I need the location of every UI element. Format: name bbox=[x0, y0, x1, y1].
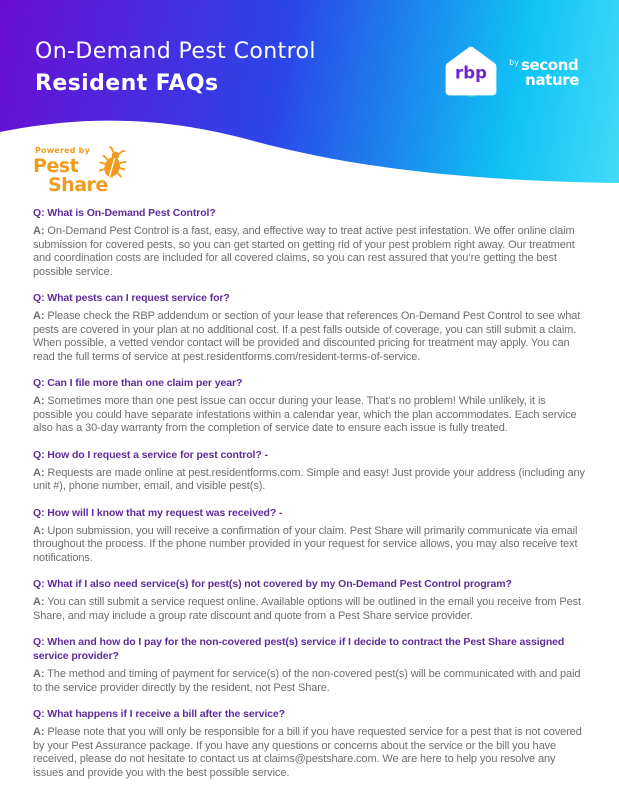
faq-question: Q: Can I file more than one claim per year? bbox=[33, 377, 243, 389]
answer-prefix: A: bbox=[33, 726, 45, 738]
faq-answer bbox=[33, 525, 588, 566]
answer-text: Please check the RBP addendum or section of your lease that references On-Demand Pest Control to see what pests are covered in your plan at no additional cost. If a pest falls outside of coverage, you can still submit a claim. When possible, a vetted vendor contact will be provided and discounted pricing for treatment may apply. You can read the full terms of service at pest.residentforms.com/resident-terms-of-service. bbox=[33, 310, 581, 363]
brand-word-second: second bbox=[520, 56, 579, 74]
answer-prefix: A: bbox=[33, 596, 45, 608]
faq-question: Q: What is On-Demand Pest Control? bbox=[33, 207, 216, 219]
page-title bbox=[35, 38, 316, 98]
faq-item bbox=[33, 635, 588, 695]
answer-text: You can still submit a service request online. Available options will be outlined in the email you receive from Pest Share, and may include a group rate discount and quote from a Pest Share service provider. bbox=[33, 596, 581, 622]
pest-word: Pest bbox=[33, 155, 79, 177]
pest-share-bug-icon bbox=[97, 146, 129, 182]
rbp-second-nature-logo bbox=[442, 42, 579, 100]
faq-answer bbox=[33, 668, 588, 695]
faq-question: Q: What pests can I request service for? bbox=[33, 292, 230, 304]
faq-item bbox=[33, 291, 588, 364]
answer-text: On-Demand Pest Control is a fast, easy, and effective way to treat active pest infestation. We offer online claim submission for covered pests, so you can get started on getting rid of your pest problem right away. Our treatment and coordination costs are included for all covered claims, so you can rest assured that you’re getting the best possible service. bbox=[33, 225, 575, 278]
answer-prefix: A: bbox=[33, 225, 45, 237]
faq-item bbox=[33, 506, 588, 566]
faq-answer bbox=[33, 726, 588, 780]
share-word: Share bbox=[48, 174, 108, 196]
faq-answer bbox=[33, 395, 588, 436]
answer-text: Please note that you will only be responsible for a bill if you have requested service for a pest that is not covered by your Pest Assurance package. If you have any questions or concerns about the service or the bill you have received, please do not hesitate to contact us at claims@pestshare.com. We are here to help you resolve any issues and provide you with the best possible service. bbox=[33, 726, 582, 779]
faq-question: Q: What happens if I receive a bill after the service? bbox=[33, 708, 285, 720]
second-nature-wordmark bbox=[509, 55, 579, 87]
rbp-house-icon bbox=[442, 42, 500, 100]
by-label: by bbox=[509, 58, 519, 67]
answer-prefix: A: bbox=[33, 395, 45, 407]
faq-item bbox=[33, 376, 588, 436]
faq-question: Q: How do I request a service for pest control? - bbox=[33, 448, 268, 461]
rbp-logo-text: rbp bbox=[455, 63, 488, 83]
answer-prefix: A: bbox=[33, 524, 45, 537]
faq-answer bbox=[33, 596, 588, 623]
faq-question: Q: When and how do I pay for the non-covered pest(s) service if I decide to contract the Pest Share assigned service provider? bbox=[33, 636, 565, 662]
answer-text: Requests are made online at pest.residentforms.com. Simple and easy! Just provide your address (including any unit #), phone number, email, and visible pest(s). bbox=[33, 466, 585, 492]
answer-text: The method and timing of payment for service(s) of the non-covered pest(s) will be communicated with and paid to the service provider directly by the resident, not Pest Share. bbox=[33, 668, 581, 694]
faq-list bbox=[33, 206, 588, 792]
pest-share-logo bbox=[33, 146, 114, 195]
faq-item bbox=[33, 707, 588, 780]
answer-text: Sometimes more than one pest issue can occur during your lease. That’s no problem! While unlikely, it is possible you could have separate infestations within a calendar year, which the plan accommodates. Each service also has a 30-day warranty from the completion of service date to ensure each issue is fully treated. bbox=[33, 395, 577, 434]
faq-item bbox=[33, 577, 588, 623]
faq-answer bbox=[33, 467, 588, 494]
faq-item bbox=[33, 448, 588, 494]
faq-answer bbox=[33, 225, 588, 279]
page-title-line1: On-Demand Pest Control bbox=[35, 39, 316, 64]
brand-word-nature: nature bbox=[525, 71, 579, 89]
faq-question: Q: What if I also need service(s) for pest(s) not covered by my On-Demand Pest Control program? bbox=[33, 578, 512, 590]
faq-answer bbox=[33, 310, 588, 364]
answer-prefix: A: bbox=[33, 310, 45, 322]
answer-prefix: A: bbox=[33, 466, 45, 479]
faq-item bbox=[33, 206, 588, 279]
powered-by-label: Powered by bbox=[35, 146, 90, 155]
answer-prefix: A: bbox=[33, 668, 45, 680]
page-title-line2: Resident FAQs bbox=[35, 71, 219, 96]
answer-text: Upon submission, you will receive a confirmation of your claim. Pest Share will primarily communicate via email throughout the process. If the phone number provided in your request for service allows, you may also receive text notifications. bbox=[33, 524, 578, 564]
faq-question: Q: How will I know that my request was received? - bbox=[33, 506, 283, 519]
trademark-symbol: ™ bbox=[107, 176, 114, 183]
